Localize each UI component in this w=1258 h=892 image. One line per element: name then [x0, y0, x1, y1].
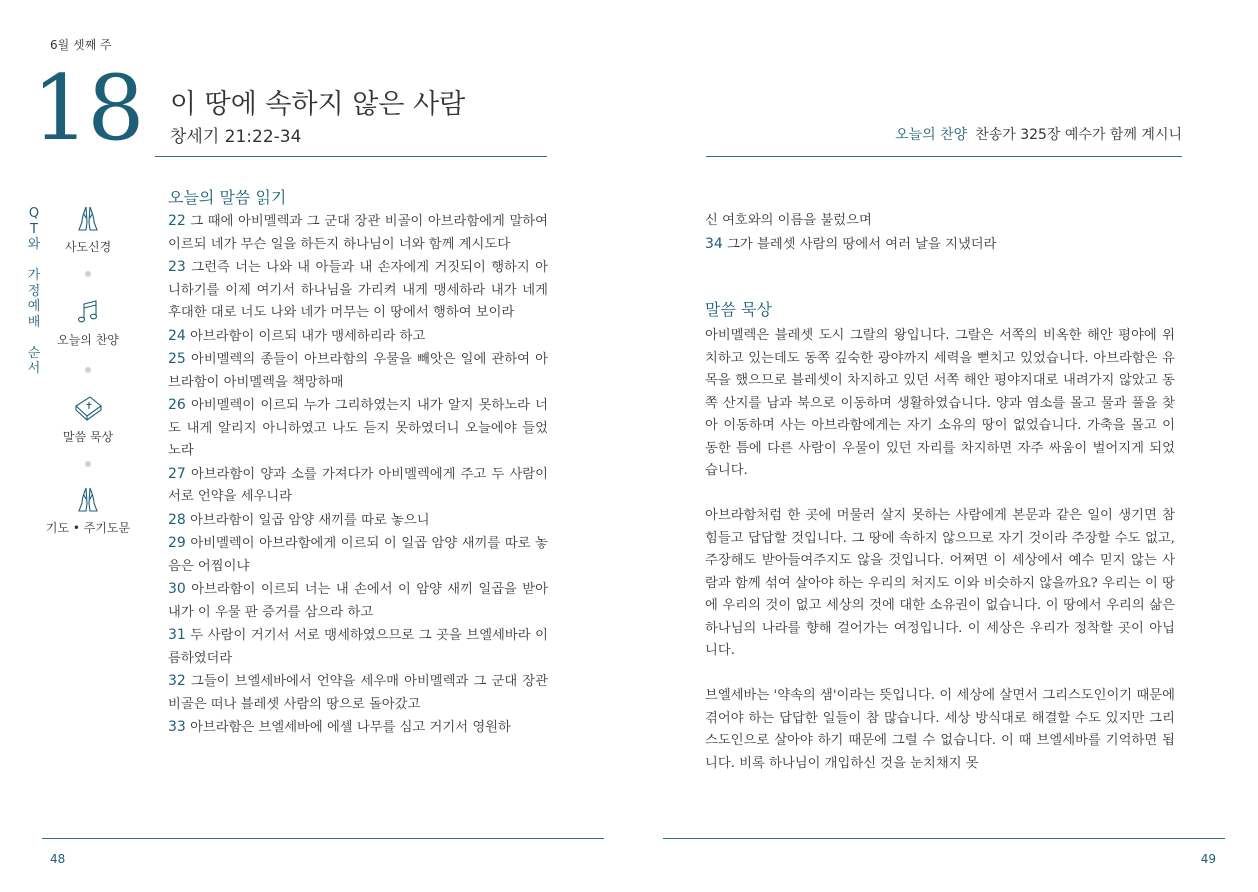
meditation-body: [705, 325, 1175, 775]
verse-text: 그들이 브엘세바에서 언약을 세우매 아비멜렉과 그 군대 장관 비골은 떠나 블레셋 사람의 땅으로 돌아갔고: [168, 674, 548, 712]
reading-heading: 오늘의 말씀 읽기: [168, 188, 287, 207]
verse-number: 23: [168, 259, 186, 275]
verse: [168, 210, 548, 256]
page-title: 이 땅에 속하지 않은 사람: [170, 89, 466, 120]
vertical-char: 순: [27, 345, 41, 361]
verse-text: 신 여호와의 이름을 불렀으며: [705, 213, 872, 228]
verse: [168, 670, 548, 716]
verse-number: 33: [168, 719, 186, 735]
header-divider-left: [155, 156, 547, 157]
reading-continuation: [705, 210, 1175, 256]
meditation-paragraph: 브엘세바는 '약속의 샘'이라는 뜻입니다. 이 세상에 살면서 그리스도인이기 때문에 겪어야 하는 답답한 일들이 참 많습니다. 세상 방식대로 해결할 수도 있지만 그리스도인으로 살아야 하기 때문에 그럴 수 없습니다. 이 때 브엘세바를 기억하면 됩니다. 비록 하나님이 개입하신 것을 눈치채지 못: [705, 688, 1175, 771]
verse: [705, 233, 1175, 257]
verse-text: 두 사람이 거기서 서로 맹세하였으므로 그 곳을 브엘세바라 이름하였더라: [168, 628, 548, 666]
vertical-char: 와: [27, 237, 41, 252]
page-number-right: 49: [1200, 852, 1216, 866]
verse: [168, 325, 548, 349]
footer-divider-right: [663, 838, 1225, 839]
verse-text: 아브라함이 양과 소를 가져다가 아비멜렉에게 주고 두 사람이 서로 언약을 세우니라: [168, 466, 548, 504]
verse-number: 31: [168, 627, 186, 643]
verse: [168, 256, 548, 325]
vertical-char: T: [30, 221, 38, 237]
praying-hands-icon: [73, 485, 103, 515]
hymn-text: 찬송가 325장 예수가 함께 계시니: [975, 127, 1182, 143]
verse-number: 30: [168, 581, 186, 597]
verse: [168, 532, 548, 578]
verse: [168, 348, 548, 394]
verse: [168, 624, 548, 670]
bible-icon: [72, 392, 104, 424]
verse-text: 아비멜렉이 아브라함에게 이르되 이 일곱 암양 새끼를 따로 놓음은 어찜이냐: [168, 536, 548, 574]
music-note-icon: [73, 297, 103, 327]
verse: [168, 578, 548, 624]
reading-verses: [168, 210, 548, 740]
praying-hands-icon: [73, 204, 103, 234]
verse-text: 아브라함이 일곱 암양 새끼를 따로 놓으니: [190, 512, 430, 528]
vertical-char: 예: [27, 299, 41, 314]
verse-text: 아비멜렉의 종들이 아브라함의 우물을 빼앗은 일에 관하여 아브라함이 아비멜렉을 책망하매: [168, 352, 548, 390]
sidebar-item-meditation: [38, 392, 138, 445]
verse-number: 27: [168, 465, 186, 482]
verse-text: 아브라함은 브엘세바에 에셀 나무를 심고 거기서 영원하: [190, 720, 511, 735]
vertical-char: Q: [28, 206, 40, 221]
meditation-paragraph: 아브라함처럼 한 곳에 머물러 살지 못하는 사람에게 본문과 같은 일이 생기면 참 힘들고 답답할 것입니다. 그 땅에 속하지 않으므로 자기 것이라 주장할 수도 없고, 주장해도 받아들여주지도 않을 것입니다. 어쩌면 이 세상에서 예수 믿지 않는 사람과 함께 섞여 살아야 하는 우리의 처지도 이와 비슷하지 않을까요? 우리는 이 땅에 우리의 것이 없고 세상의 것에 대한 소유권이 없습니다. 이 땅에서 우리의 삶은 하나님의 나라를 향해 걸어가는 여정입니다. 이 세상은 우리가 정착할 곳이 아닙니다.: [705, 508, 1175, 658]
verse-text: 그런즉 너는 나와 내 아들과 내 손자에게 거짓되이 행하지 아니하기를 이제 여기서 하나님을 가리켜 내게 맹세하라 내가 네게 후대한 대로 너도 나와 네가 머무는 이 땅에서 행하여 보이라: [168, 260, 548, 320]
verse-number: 28: [168, 511, 186, 528]
verse-number: 22: [168, 213, 186, 229]
verse-text: 그가 블레셋 사람의 땅에서 여러 날을 지냈더라: [727, 236, 997, 252]
sidebar-item-prayer: [38, 485, 138, 536]
sidebar-dot: [85, 367, 91, 373]
hymn-line: [895, 124, 1182, 144]
vertical-char: 서: [27, 361, 41, 376]
verse-number: 24: [168, 327, 186, 344]
verse-text: 아브라함이 이르되 너는 내 손에서 이 암양 새끼 일곱을 받아 내가 이 우물 판 증거를 삼으라 하고: [168, 582, 548, 620]
meditation-heading: 말씀 묵상: [705, 300, 772, 319]
verse-text: 아브라함이 이르되 내가 맹세하리라 하고: [190, 328, 426, 344]
footer-divider-left: [42, 838, 604, 839]
sidebar-item-label: 사도신경: [64, 240, 112, 254]
sidebar-dot: [85, 271, 91, 277]
verse: [168, 394, 548, 463]
verse: [168, 463, 548, 509]
sidebar-item-hymn: [38, 297, 138, 348]
sidebar-item-label: 말씀 묵상: [62, 430, 114, 444]
hymn-label: 오늘의 찬양: [895, 127, 968, 143]
vertical-char: 가: [27, 268, 41, 283]
verse-number: 26: [168, 397, 186, 413]
verse-number: 25: [168, 351, 186, 367]
verse: [168, 509, 548, 533]
day-number: 18: [32, 56, 143, 161]
header-divider-right: [706, 156, 1182, 157]
sidebar-dot: [85, 461, 91, 467]
vertical-char: 배: [27, 314, 41, 330]
sidebar-item-label: 기도 • 주기도문: [45, 521, 131, 535]
verse: [168, 716, 548, 740]
meditation-paragraph: 아비멜렉은 블레셋 도시 그랄의 왕입니다. 그랄은 서쪽의 비옥한 해안 평야에 위치하고 있는데도 동쪽 깊숙한 광야까지 세력을 뻗치고 있었습니다. 아브라함은 유목을 했으므로 블레셋이 차지하고 있던 서쪽 해안 평야지대로 내려가지 않았고 동쪽 산지를 남과 북으로 이동하며 생활하였습니다. 양과 염소를 몰고 물과 풀을 찾아 이동하며 사는 아브라함에게는 자기 소유의 땅이 없었습니다. 가축을 몰고 이동한 틈에 다른 사람이 우물이 있던 자리를 차지하면 자주 싸움이 벌어지게 되었습니다.: [705, 328, 1175, 478]
vertical-char: 정: [27, 283, 41, 299]
sidebar-item-creed: [38, 204, 138, 255]
page-number-left: 48: [50, 852, 66, 866]
verse-number: 34: [705, 235, 723, 252]
verse-text: 아비멜렉이 이르되 누가 그리하였는지 내가 알지 못하노라 너도 내게 알리지 아니하였고 나도 듣지 못하였더니 오늘에야 들었노라: [168, 398, 548, 458]
verse-number: 29: [168, 535, 186, 551]
verse-number: 32: [168, 673, 186, 689]
scripture-reference: 창세기 21:22-34: [170, 127, 302, 147]
sidebar-item-label: 오늘의 찬양: [57, 333, 119, 347]
week-label: 6월 셋째 주: [50, 38, 112, 52]
verse-text: 그 때에 아비멜렉과 그 군대 장관 비골이 아브라함에게 말하여 이르되 네가 무슨 일을 하든지 하나님이 너와 함께 계시도다: [168, 214, 548, 252]
